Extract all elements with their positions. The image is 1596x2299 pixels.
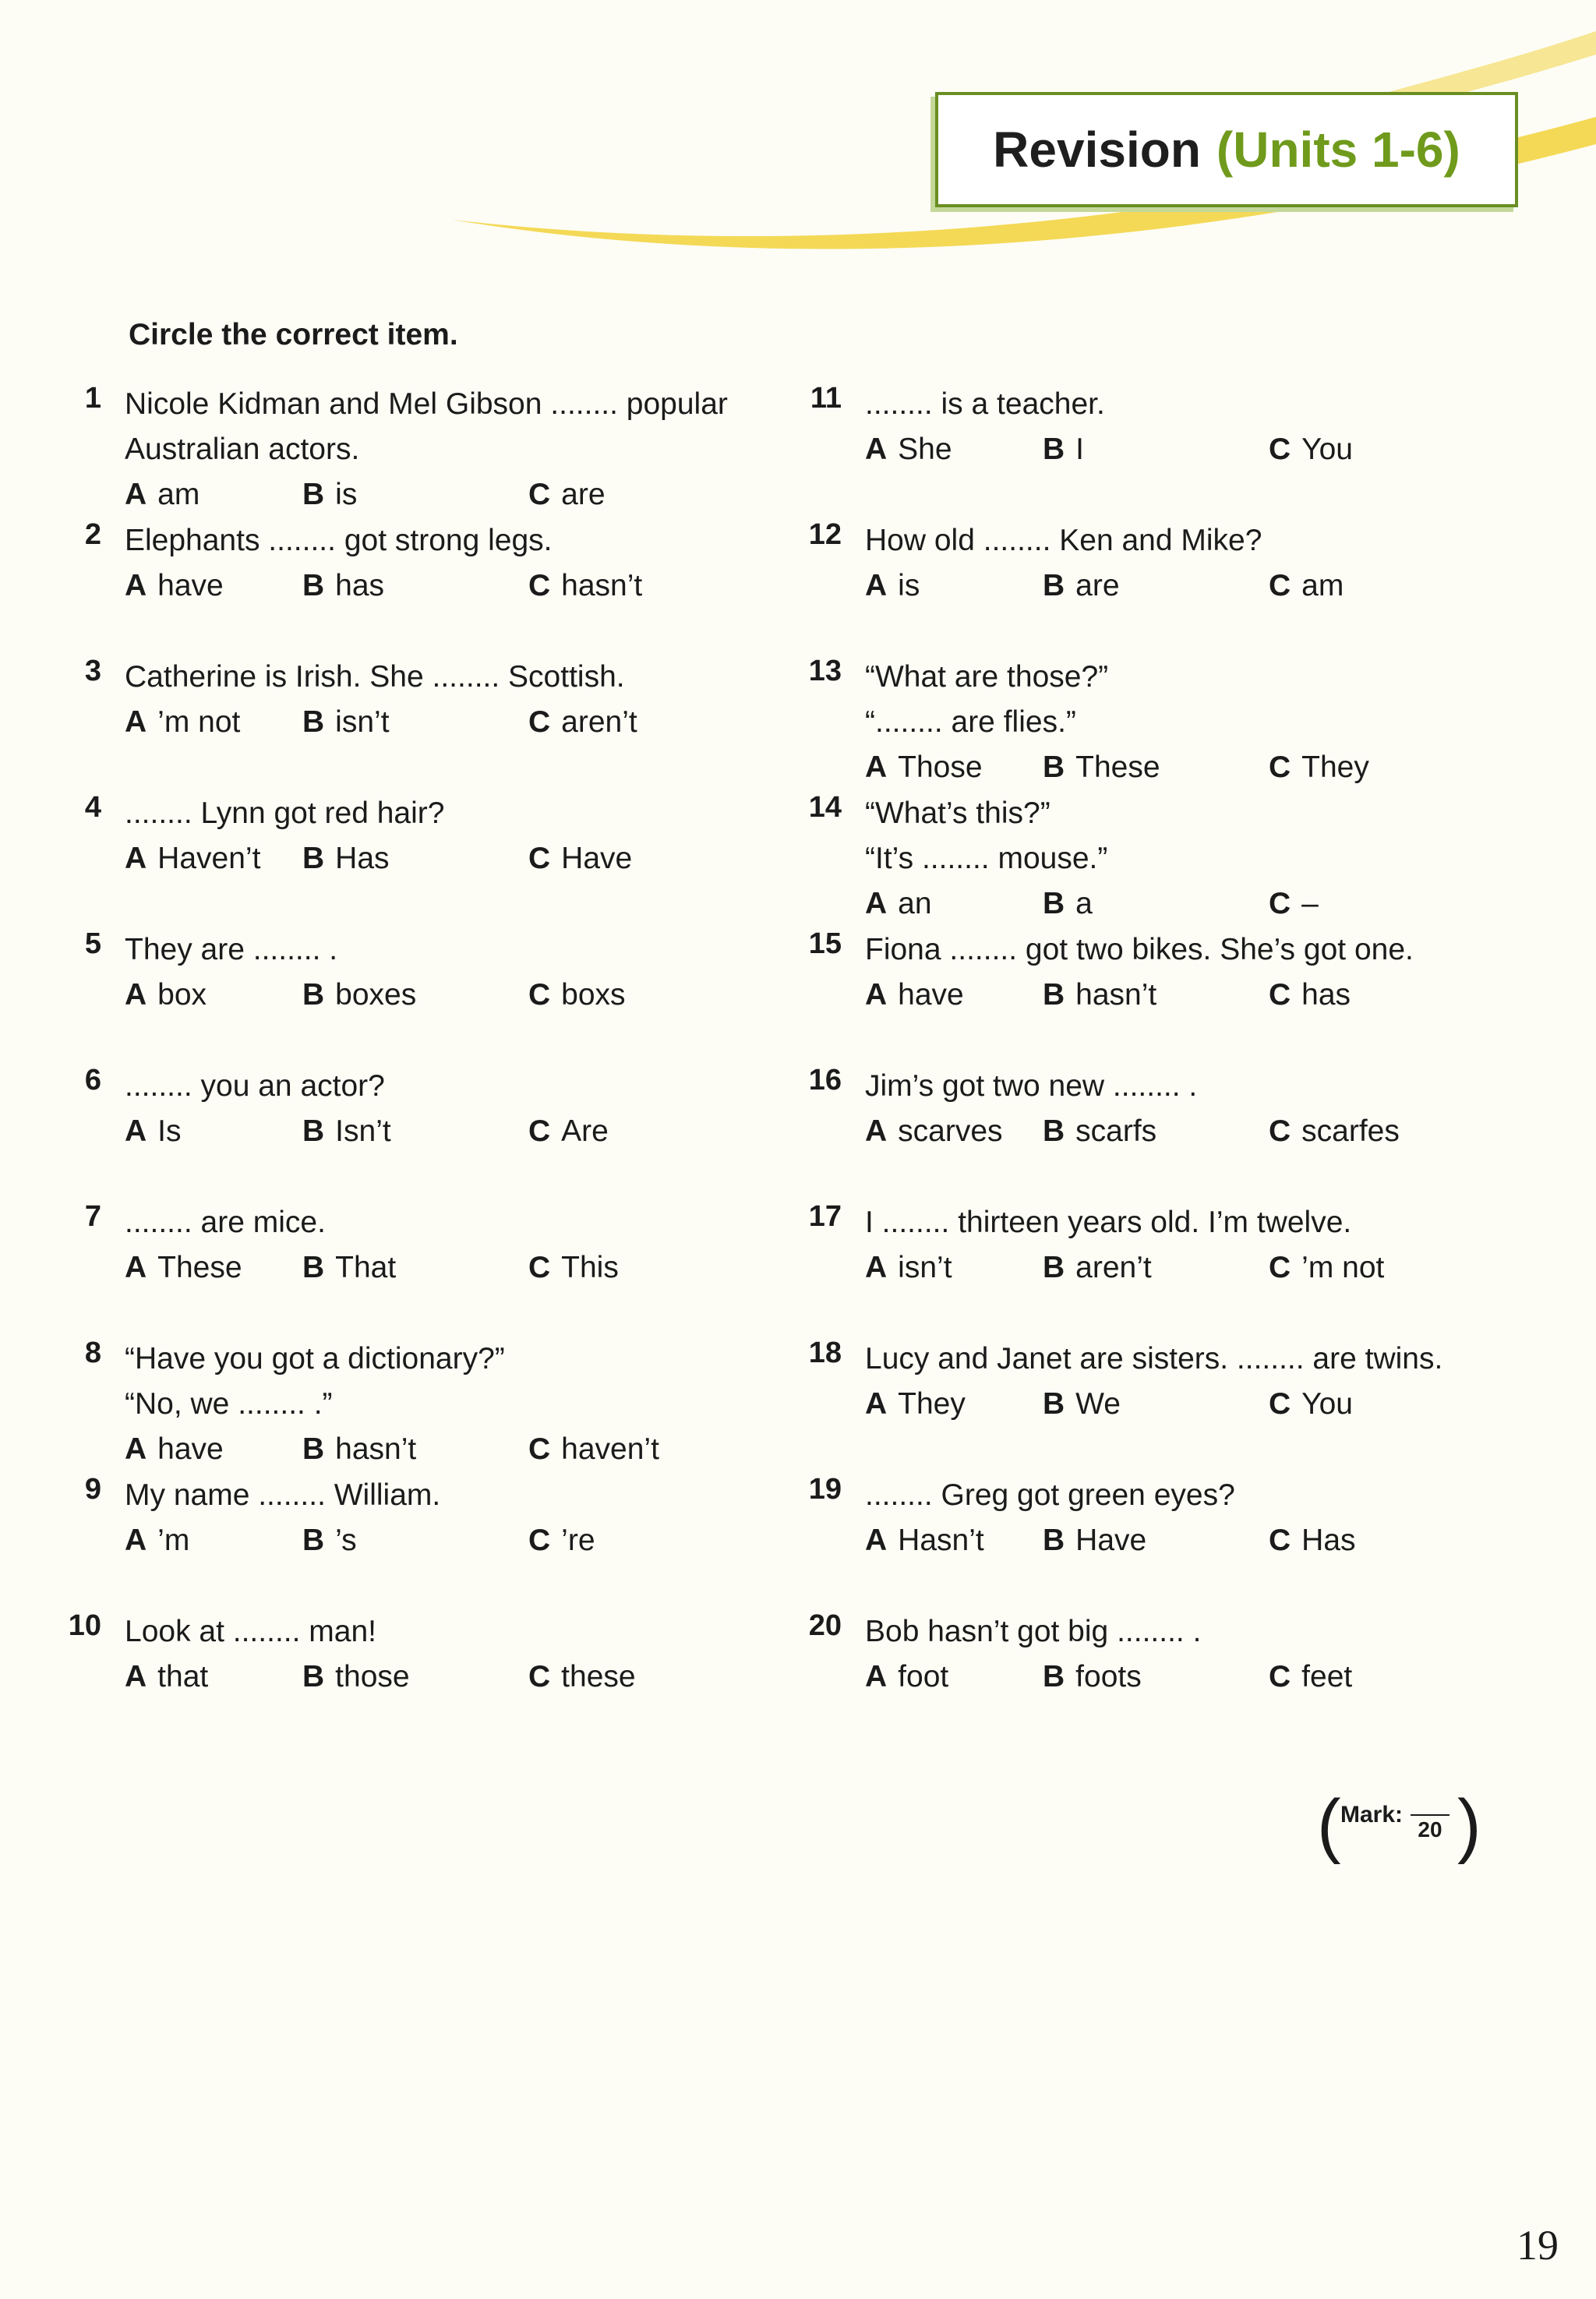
answer-option-a[interactable]	[125, 1109, 182, 1154]
answer-option-c[interactable]	[1269, 1109, 1400, 1154]
answer-option-c[interactable]	[528, 1427, 659, 1472]
answer-option-c[interactable]	[528, 563, 642, 609]
answer-option-b[interactable]	[1043, 1382, 1121, 1427]
answer-options	[865, 745, 1481, 790]
option-text: that	[157, 1660, 209, 1693]
option-letter: B	[1043, 1660, 1065, 1693]
question-item	[55, 382, 740, 518]
option-letter: A	[865, 1660, 888, 1693]
option-letter: B	[302, 478, 325, 511]
option-letter: B	[302, 1114, 325, 1148]
option-letter: C	[528, 705, 551, 739]
option-letter: C	[1269, 1251, 1291, 1284]
question-item	[55, 1473, 740, 1609]
answer-option-b[interactable]	[1043, 1109, 1156, 1154]
option-text: I	[1075, 433, 1085, 466]
question-item	[795, 382, 1481, 518]
option-letter: B	[1043, 569, 1065, 602]
option-letter: A	[865, 433, 888, 466]
answer-option-b[interactable]	[302, 563, 384, 609]
option-text: aren’t	[561, 705, 637, 739]
answer-option-a[interactable]	[125, 700, 240, 745]
option-letter: A	[125, 1660, 147, 1693]
option-text: We	[1075, 1387, 1121, 1421]
answer-option-a[interactable]	[865, 1382, 966, 1427]
answer-option-b[interactable]	[1043, 1245, 1152, 1291]
answer-options	[865, 1245, 1481, 1291]
option-text: box	[157, 978, 207, 1012]
option-text: is	[335, 478, 358, 511]
question-number: 15	[808, 927, 842, 960]
mark-fraction	[1411, 1814, 1449, 1842]
answer-option-c[interactable]	[1269, 745, 1369, 790]
option-text: scarfes	[1301, 1114, 1400, 1148]
question-number: 13	[808, 655, 842, 687]
answer-options	[125, 1109, 740, 1154]
question-text: Look at ........ man!	[125, 1615, 376, 1648]
question-item	[795, 1064, 1481, 1200]
option-text: These	[157, 1251, 242, 1284]
option-letter: C	[528, 1114, 551, 1148]
option-text: isn’t	[898, 1251, 952, 1284]
question-item	[795, 927, 1481, 1064]
option-text: Has	[1301, 1524, 1356, 1557]
answer-option-a[interactable]	[865, 1245, 952, 1291]
question-text: Jim’s got two new ........ .	[865, 1069, 1198, 1103]
question-item	[795, 518, 1481, 655]
answer-options	[865, 427, 1481, 472]
answer-option-b[interactable]	[302, 1427, 416, 1472]
option-text: Those	[898, 750, 983, 784]
question-number: 4	[84, 791, 101, 824]
question-text: They are ........ .	[125, 933, 338, 966]
question-number: 3	[84, 655, 101, 687]
answer-option-a[interactable]	[865, 745, 983, 790]
answer-option-b[interactable]	[302, 973, 416, 1018]
answer-option-c[interactable]	[1269, 563, 1344, 609]
question-item	[55, 927, 740, 1064]
answer-option-a[interactable]	[125, 472, 200, 517]
question-number: 9	[84, 1473, 101, 1506]
option-text: Hasn’t	[898, 1524, 984, 1557]
option-text: These	[1075, 750, 1160, 784]
option-letter: C	[528, 842, 551, 875]
question-text: ........ is a teacher.	[865, 387, 1105, 421]
question-item	[55, 1200, 740, 1337]
option-text: these	[561, 1660, 636, 1693]
answer-option-c[interactable]	[528, 1245, 619, 1291]
option-letter: A	[865, 569, 888, 602]
option-letter: B	[1043, 978, 1065, 1012]
answer-options	[125, 1655, 740, 1700]
question-number: 1	[84, 382, 101, 415]
question-text: Nicole Kidman and Mel Gibson ........ popular	[125, 387, 728, 421]
answer-option-c[interactable]	[1269, 1518, 1356, 1563]
answer-options	[125, 472, 740, 517]
answer-option-c[interactable]	[528, 1109, 609, 1154]
question-text: “No, we ........ .”	[125, 1387, 333, 1421]
question-text: Catherine is Irish. She ........ Scottish.	[125, 660, 625, 694]
answer-option-a[interactable]	[125, 973, 207, 1018]
option-letter: B	[302, 1660, 325, 1693]
page-subtitle: (Units 1-6)	[1216, 122, 1460, 178]
option-text: hasn’t	[1075, 978, 1157, 1012]
option-letter: A	[865, 1524, 888, 1557]
option-letter: C	[528, 1660, 551, 1693]
answer-option-a[interactable]	[125, 563, 224, 609]
question-text: My name ........ William.	[125, 1478, 441, 1512]
answer-option-a[interactable]	[865, 1655, 948, 1700]
option-text: This	[561, 1251, 619, 1284]
option-letter: A	[125, 478, 147, 511]
option-text: have	[898, 978, 964, 1012]
option-letter: C	[1269, 1524, 1291, 1557]
option-letter: A	[865, 1251, 888, 1284]
option-letter: A	[125, 705, 147, 739]
page-number: 19	[1517, 2222, 1559, 2269]
option-letter: A	[865, 1114, 888, 1148]
option-letter: C	[1269, 1387, 1291, 1421]
answer-option-a[interactable]	[125, 1518, 189, 1563]
option-letter: B	[302, 1524, 325, 1557]
question-number: 14	[808, 791, 842, 824]
answer-option-b[interactable]	[302, 700, 390, 745]
questions-left-column	[55, 382, 740, 1746]
option-letter: A	[125, 1524, 147, 1557]
option-text: ’re	[561, 1524, 595, 1557]
answer-option-b[interactable]	[1043, 563, 1120, 609]
mark-label: Mark:	[1340, 1802, 1404, 1828]
answer-option-c[interactable]	[1269, 427, 1353, 472]
question-text: Elephants ........ got strong legs.	[125, 524, 553, 557]
option-letter: C	[1269, 1114, 1291, 1148]
option-letter: C	[1269, 1660, 1291, 1693]
option-text: That	[335, 1251, 397, 1284]
answer-option-b[interactable]	[302, 1655, 410, 1700]
question-text: Lucy and Janet are sisters. ........ are twins.	[865, 1342, 1443, 1376]
question-text: “What are those?”	[865, 660, 1109, 694]
option-text: Isn’t	[335, 1114, 391, 1148]
option-text: They	[898, 1387, 966, 1421]
option-text: a	[1075, 887, 1093, 920]
answer-option-a[interactable]	[865, 1518, 984, 1563]
answer-options	[865, 973, 1481, 1018]
answer-option-a[interactable]	[125, 836, 260, 881]
question-text: “Have you got a dictionary?”	[125, 1342, 505, 1376]
answer-options	[865, 563, 1481, 609]
option-letter: C	[528, 1524, 551, 1557]
option-letter: B	[1043, 1114, 1065, 1148]
question-number: 17	[808, 1200, 842, 1233]
questions-right-column	[795, 382, 1481, 1746]
answer-option-c[interactable]	[1269, 881, 1319, 927]
question-item	[55, 1337, 740, 1473]
answer-option-c[interactable]	[1269, 973, 1351, 1018]
question-number: 6	[84, 1064, 101, 1097]
option-text: has	[335, 569, 385, 602]
answer-option-c[interactable]	[528, 700, 637, 745]
option-text: boxes	[335, 978, 417, 1012]
option-text: hasn’t	[335, 1432, 417, 1466]
option-text: hasn’t	[561, 569, 643, 602]
question-item	[55, 1064, 740, 1200]
question-item	[795, 1609, 1481, 1746]
option-text: are	[561, 478, 606, 511]
option-letter: C	[528, 978, 551, 1012]
option-letter: A	[865, 887, 888, 920]
question-item	[55, 655, 740, 791]
option-text: ’s	[335, 1524, 357, 1557]
question-item	[795, 791, 1481, 927]
option-letter: A	[865, 1387, 888, 1421]
page-title-box	[935, 92, 1518, 207]
exercise-instruction: Circle the correct item.	[129, 318, 458, 351]
answer-options	[865, 881, 1481, 927]
mark-total: 20	[1418, 1817, 1442, 1842]
answer-option-c[interactable]	[528, 973, 626, 1018]
answer-options	[125, 1245, 740, 1291]
answer-options	[125, 973, 740, 1018]
question-number: 18	[808, 1337, 842, 1369]
option-letter: A	[125, 1432, 147, 1466]
answer-option-a[interactable]	[865, 881, 932, 927]
answer-option-a[interactable]	[125, 1245, 242, 1291]
option-letter: C	[1269, 978, 1291, 1012]
option-letter: A	[865, 978, 888, 1012]
answer-options	[125, 563, 740, 609]
answer-option-c[interactable]	[1269, 1382, 1353, 1427]
question-item	[795, 1200, 1481, 1337]
question-item	[55, 1609, 740, 1746]
answer-option-a[interactable]	[865, 1109, 1003, 1154]
question-number: 7	[84, 1200, 101, 1233]
question-text: Bob hasn’t got big ........ .	[865, 1615, 1202, 1648]
answer-option-c[interactable]	[528, 836, 632, 881]
answer-option-b[interactable]	[1043, 973, 1156, 1018]
answer-option-c[interactable]	[528, 1655, 636, 1700]
mark-box: ( Mark: 20 )	[1317, 1785, 1481, 1865]
option-letter: A	[125, 1114, 147, 1148]
answer-option-a[interactable]	[865, 427, 952, 472]
answer-option-b[interactable]	[302, 1109, 391, 1154]
option-text: have	[157, 1432, 224, 1466]
option-text: scarfs	[1075, 1114, 1157, 1148]
option-text: have	[157, 569, 224, 602]
option-letter: B	[302, 569, 325, 602]
answer-option-b[interactable]	[302, 836, 390, 881]
answer-option-c[interactable]	[528, 1518, 595, 1563]
option-letter: A	[865, 750, 888, 784]
question-text: ........ you an actor?	[125, 1069, 385, 1103]
option-text: Are	[561, 1114, 609, 1148]
option-text: is	[898, 569, 920, 602]
option-text: those	[335, 1660, 410, 1693]
answer-option-b[interactable]	[302, 1518, 357, 1563]
answer-options	[125, 836, 740, 881]
option-text: feet	[1301, 1660, 1353, 1693]
option-text: am	[157, 478, 200, 511]
option-text: She	[898, 433, 952, 466]
question-number: 5	[84, 927, 101, 960]
option-text: They	[1301, 750, 1369, 784]
answer-options	[865, 1382, 1481, 1427]
option-text: Have	[561, 842, 633, 875]
answer-option-a[interactable]	[125, 1427, 224, 1472]
option-text: haven’t	[561, 1432, 659, 1466]
answer-option-b[interactable]	[302, 472, 357, 517]
option-text: Haven’t	[157, 842, 261, 875]
page-title: Revision	[993, 122, 1201, 178]
answer-option-a[interactable]	[865, 973, 964, 1018]
option-text: Has	[335, 842, 390, 875]
question-number: 12	[808, 518, 842, 551]
option-letter: C	[1269, 887, 1291, 920]
answer-options	[865, 1655, 1481, 1700]
question-number: 2	[84, 518, 101, 551]
option-letter: C	[528, 1432, 551, 1466]
option-text: boxs	[561, 978, 626, 1012]
question-item	[55, 518, 740, 655]
option-letter: B	[1043, 1387, 1065, 1421]
option-letter: B	[302, 842, 325, 875]
question-number: 16	[808, 1064, 842, 1097]
answer-option-c[interactable]	[1269, 1245, 1384, 1291]
option-letter: A	[125, 569, 147, 602]
option-letter: C	[528, 478, 551, 511]
question-number: 20	[808, 1609, 842, 1642]
option-text: Have	[1075, 1524, 1147, 1557]
answer-option-b[interactable]	[1043, 427, 1084, 472]
answer-option-b[interactable]	[1043, 745, 1160, 790]
answer-options	[865, 1109, 1481, 1154]
option-letter: C	[1269, 750, 1291, 784]
option-letter: B	[1043, 433, 1065, 466]
answer-option-a[interactable]	[125, 1655, 208, 1700]
question-text: Australian actors.	[125, 433, 360, 466]
option-text: an	[898, 887, 932, 920]
question-text: ........ Lynn got red hair?	[125, 796, 445, 830]
option-text: foots	[1075, 1660, 1142, 1693]
question-text: “What’s this?”	[865, 796, 1050, 830]
question-number: 10	[68, 1609, 101, 1642]
option-text: isn’t	[335, 705, 390, 739]
option-letter: B	[1043, 887, 1065, 920]
question-text: Fiona ........ got two bikes. She’s got one.	[865, 933, 1414, 966]
answer-option-a[interactable]	[865, 563, 920, 609]
option-text: You	[1301, 433, 1353, 466]
question-text: “........ are flies.”	[865, 705, 1076, 739]
option-letter: C	[528, 569, 551, 602]
option-text: aren’t	[1075, 1251, 1152, 1284]
option-letter: B	[1043, 1251, 1065, 1284]
question-text: ........ Greg got green eyes?	[865, 1478, 1235, 1512]
option-text: are	[1075, 569, 1120, 602]
option-text: has	[1301, 978, 1351, 1012]
option-text: –	[1301, 887, 1319, 920]
answer-option-c[interactable]	[528, 472, 606, 517]
question-item	[795, 655, 1481, 791]
question-item	[795, 1473, 1481, 1609]
option-letter: B	[302, 705, 325, 739]
answer-options	[125, 1518, 740, 1563]
option-letter: C	[1269, 433, 1291, 466]
option-letter: B	[302, 1251, 325, 1284]
question-number: 19	[808, 1473, 842, 1506]
answer-option-c[interactable]	[1269, 1655, 1352, 1700]
answer-option-b[interactable]	[1043, 881, 1093, 927]
answer-options	[865, 1518, 1481, 1563]
option-text: You	[1301, 1387, 1353, 1421]
option-text: scarves	[898, 1114, 1003, 1148]
option-text: foot	[898, 1660, 949, 1693]
question-item	[795, 1337, 1481, 1473]
option-text: am	[1301, 569, 1344, 602]
answer-options	[125, 1427, 740, 1472]
answer-option-b[interactable]	[302, 1245, 396, 1291]
question-number: 8	[84, 1337, 101, 1369]
option-text: ’m not	[157, 705, 241, 739]
question-text: How old ........ Ken and Mike?	[865, 524, 1262, 557]
option-text: ’m	[157, 1524, 190, 1557]
option-text: ’m not	[1301, 1251, 1385, 1284]
option-letter: B	[1043, 750, 1065, 784]
answer-option-b[interactable]	[1043, 1518, 1146, 1563]
answer-options	[125, 700, 740, 745]
option-letter: C	[1269, 569, 1291, 602]
option-text: Is	[157, 1114, 182, 1148]
question-text: I ........ thirteen years old. I’m twelve.	[865, 1206, 1352, 1239]
answer-option-b[interactable]	[1043, 1655, 1142, 1700]
question-text: “It’s ........ mouse.”	[865, 842, 1108, 875]
question-item	[55, 791, 740, 927]
option-letter: B	[302, 1432, 325, 1466]
question-number: 11	[810, 382, 842, 415]
option-letter: C	[528, 1251, 551, 1284]
option-letter: A	[125, 842, 147, 875]
question-text: ........ are mice.	[125, 1206, 326, 1239]
option-letter: B	[302, 978, 325, 1012]
option-letter: B	[1043, 1524, 1065, 1557]
option-letter: A	[125, 978, 147, 1012]
option-letter: A	[125, 1251, 147, 1284]
